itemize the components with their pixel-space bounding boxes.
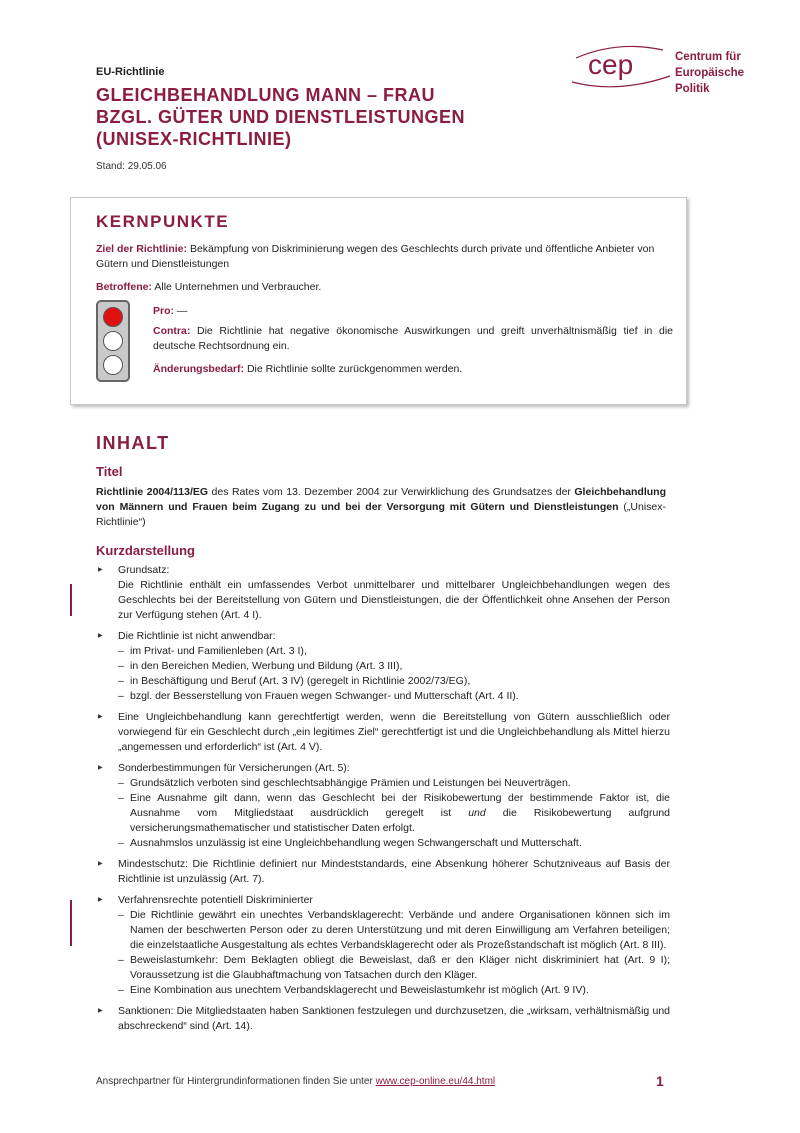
betroffene-label: Betroffene: [96, 281, 153, 293]
margin-bar [70, 584, 72, 616]
footer [96, 1076, 495, 1087]
aenderung-paragraph [153, 362, 673, 377]
contra-paragraph [153, 324, 673, 354]
kernpunkte-heading: KERNPUNKTE [96, 212, 230, 231]
sub-item: – Grundsätzlich verboten sind geschlechtsabhängige Prämien und Leistungen bei Neuverträgen. [118, 776, 670, 791]
title-line-2: BZGL. GÜTER UND DIENSTLEISTUNGEN [96, 107, 466, 127]
traffic-light-yellow-lamp [103, 331, 123, 351]
list-item: ▶ Sanktionen: Die Mitgliedstaaten haben Sanktionen festzulegen und durchzusetzen, die „wirksam, verhältnismäßig und abschreckend“ sind (Art. 14). [96, 1004, 670, 1034]
document-date: Stand: 29.05.06 [96, 161, 167, 172]
sub-item: – im Privat- und Familienleben (Art. 3 I), [118, 644, 670, 659]
title-line-3: (UNISEX-RICHTLINIE) [96, 129, 292, 149]
titel-bold-1: Richtlinie 2004/113/EG [96, 486, 209, 498]
kurzdarstellung-list [96, 563, 670, 1040]
sub-item: – Ausnahmslos unzulässig ist eine Ungleichbehandlung wegen Schwangerschaft und Mutterschaft. [118, 836, 670, 851]
sub-item: – in Beschäftigung und Beruf (Art. 3 IV) (geregelt in Richtlinie 2002/73/EG), [118, 674, 670, 689]
nicht-anwendbar-head: ▶ Die Richtlinie ist nicht anwendbar: [118, 630, 276, 642]
betroffene-text: Alle Unternehmen und Verbraucher. [154, 281, 322, 293]
pro-label: Pro: [153, 305, 174, 317]
titel-text-1: des Rates vom 13. Dezember 2004 zur Verwirklichung des Grundsatzes der [208, 486, 575, 498]
ziel-label: Ziel der Richtlinie: [96, 243, 188, 255]
betroffene-paragraph [96, 280, 656, 295]
kurzdarstellung-heading: Kurzdarstellung [96, 543, 195, 558]
title-line-1: GLEICHBEHANDLUNG MANN – FRAU [96, 85, 435, 105]
traffic-light-green-lamp [103, 355, 123, 375]
document-title [96, 84, 566, 150]
emphasis-text: und [468, 807, 486, 819]
contra-text: Die Richtlinie hat negative ökonomische Auswirkungen und greift unverhältnismäßig tief in die deutsche Rechtsordnung ein. [153, 325, 674, 352]
titel-bold-2: Gleichbehandlung von Männern und Frauen beim Zugang zu und bei der Versorgung mit Gütern und Dienstleistungen [96, 486, 666, 513]
verfahrensrechte-head: ▶ Verfahrensrechte potentiell Diskriminierter [118, 894, 313, 906]
list-item [96, 629, 670, 704]
grundsatz-body: Die Richtlinie enthält ein umfassendes Verbot unmittelbarer und mittelbarer Ungleichbehandlungen wegen des Geschlechts bei der Bereitstellung von Gütern und Dienstleistungen, die der Öffentlichkeit ohne Ansehen der Person zur Verfügung stehen (Art. 4 I). [118, 579, 670, 621]
list-item [96, 563, 670, 623]
sub-item: – in den Bereichen Medien, Werbung und Bildung (Art. 3 III), [118, 659, 670, 674]
versicherungen-head: ▶ Sonderbestimmungen für Versicherungen (Art. 5): [118, 762, 350, 774]
sub-item [118, 791, 670, 836]
organization-name [675, 49, 744, 97]
contra-label: Contra: [153, 325, 191, 337]
sub-text: Eine Ausnahme gilt dann, wenn das Geschlecht bei der Risikobewertung der bestimmende Faktor ist, die Ausnahme vom Mitgliedstaat ausdrücklich geregelt ist [130, 792, 670, 819]
ziel-text: Bekämpfung von Diskriminierung wegen des Geschlechts durch private und öffentliche Anbieter von Gütern und Dienstleistungen [96, 243, 655, 270]
footer-link[interactable]: www.cep-online.eu/44.html [375, 1076, 496, 1087]
org-line-3: Politik [675, 83, 710, 95]
sub-item: – Die Richtlinie gewährt ein unechtes Verbandsklagerecht: Verbände und andere Organisationen können sich im Namen der beschwerten Person oder zu deren Unterstützung und mit deren Einwilligung am Verfahren beteiligen; die einzelstaatliche Ausgestaltung als echtes Verbandsklagerecht oder als Prozeßstandschaft ist möglich (Art. 8 III). [118, 908, 670, 953]
pro-text: — [176, 305, 188, 317]
ziel-paragraph [96, 242, 678, 272]
list-item: ▶ Mindestschutz: Die Richtlinie definiert nur Mindeststandards, eine Absenkung höherer Schutzniveaus auf Basis der Richtlinie ist unzulässig (Art. 7). [96, 857, 670, 887]
titel-text-2: („Unisex-Richtlinie“) [96, 501, 666, 528]
cep-logo [568, 36, 678, 96]
logo-text: cep [588, 49, 634, 80]
titel-heading: Titel [96, 464, 123, 479]
list-item: ▶ Eine Ungleichbehandlung kann gerechtfertigt werden, wenn die Bereitstellung von Gütern ausschließlich oder vorwiegend für ein Geschlecht durch „ein legitimes Ziel“ gerechtfertigt ist und die Ungleichbehandlung als Mittel hierzu „angemessen und erforderlich“ ist (Art. 4 V). [96, 710, 670, 755]
document-category: EU-Richtlinie [96, 66, 165, 78]
titel-paragraph [96, 485, 666, 530]
grundsatz-head: ▶ Grundsatz: [118, 564, 170, 576]
page-number: 1 [656, 1073, 664, 1089]
org-line-1: Centrum für [675, 51, 741, 63]
list-item [96, 761, 670, 851]
traffic-light-red-lamp [103, 307, 123, 327]
sub-text: die Risikobewertung aufgrund versicherungsmathematischer und statistischer Daten erfolgt. [130, 807, 670, 834]
aenderung-text: Die Richtlinie sollte zurückgenommen werden. [246, 363, 463, 375]
sub-item: – bzgl. der Besserstellung von Frauen wegen Schwanger- und Mutterschaft (Art. 4 II). [118, 689, 670, 704]
margin-bar [70, 900, 72, 946]
aenderung-label: Änderungsbedarf: [153, 363, 245, 375]
sub-item: – Eine Kombination aus unechtem Verbandsklagerecht und Beweislastumkehr ist möglich (Art. 9 IV). [118, 983, 670, 998]
inhalt-heading: INHALT [96, 433, 170, 453]
pro-paragraph [153, 304, 673, 319]
list-item [96, 893, 670, 998]
traffic-light-icon [96, 300, 130, 382]
footer-text: Ansprechpartner für Hintergrundinformationen finden Sie unter [96, 1076, 376, 1087]
sub-item: – Beweislastumkehr: Dem Beklagten obliegt die Beweislast, daß er den Kläger nicht diskriminiert hat (Art. 9 I); Voraussetzung ist die Glaubhaftmachung von Tatsachen durch den Kläger. [118, 953, 670, 983]
org-line-2: Europäische [675, 67, 745, 79]
